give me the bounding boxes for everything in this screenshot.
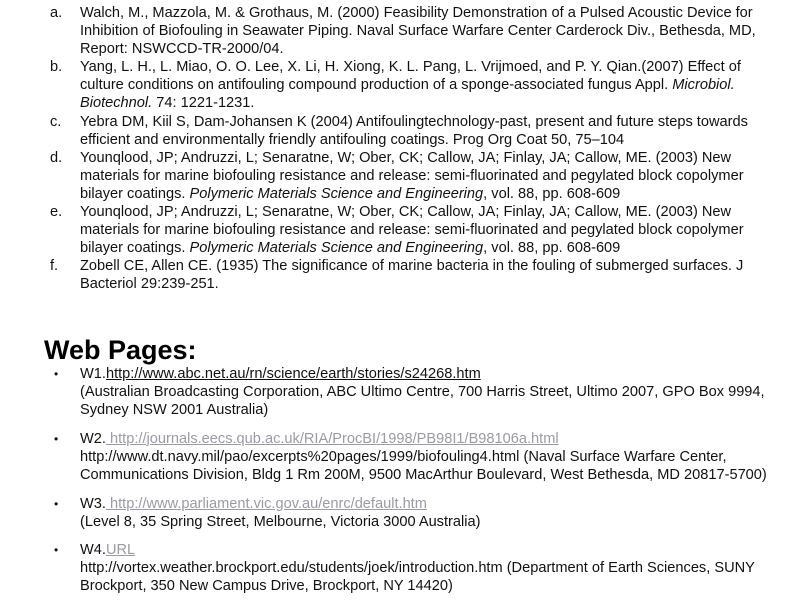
web-page-link[interactable]: http://journals.eecs.qub.ac.uk/RIA/ProcBI/1998/PB98I1/B98106a.html [105,430,559,447]
web-page-link[interactable]: URL [105,542,136,559]
web-page-item [50,541,770,595]
bullet-icon: • [54,367,59,381]
reference-text: Yebra DM, Kiil S, Dam-Johansen K (2004) Antifoulingtechnology-past, present and future steps towards efficient and environmentally friendly antifouling coatings. Prog Org Coat 50, 75–104 [80,113,748,148]
journal-name: Polymeric Materials Science and Engineering [189,185,484,202]
reference-marker: e. [50,204,63,221]
reference-text: Walch, M., Mazzola, M. & Grothaus, M. (2000) Feasibility Demonstration of a Pulsed Acoustic Device for Inhibition of Biofouling in Seawater Piping. Naval Surface Warfare Center Carderock Div., Bethesda, MD, Report: NSWCCD-TR-2000/04. [80,5,756,58]
web-page-details: http://www.dt.navy.mil/pao/excerpts%20pages/1999/biofouling4.html (Naval Surface Warfare Center, Communications Division, Bldg 1 Rm 200M, 9500 MacArthur Boulevard, West Bethesda, MD 20817-5700) [80,448,767,483]
reference-marker: d. [50,149,63,166]
reference-text-end: , vol. 88, pp. 608-609 [483,240,621,257]
web-page-item [50,430,770,484]
reference-marker: f. [50,258,59,275]
reference-item [50,113,770,149]
web-page-item [50,365,770,419]
bullet-icon: • [54,543,59,558]
reference-text: Zobell CE, Allen CE. (1935) The significance of marine bacteria in the fouling of submerged surfaces. J Bacteriol 29:239-251. [80,258,744,293]
reference-item [50,4,770,58]
reference-marker: c. [50,113,62,130]
web-page-details: (Australian Broadcasting Corporation, ABC Ultimo Centre, 700 Harris Street, Ultimo 2007, GPO Box 9994, Sydney NSW 2001 Australia) [80,384,765,419]
web-page-item [50,495,770,531]
journal-name: Polymeric Materials Science and Engineering [189,240,484,257]
reference-text-end: , vol. 88, pp. 608-609 [483,185,621,202]
reference-text: Younqlood, JP; Andruzzi, L; Senaratne, W; Ober, CK; Callow, JA; Finlay, JA; Callow, ME. (2003) New materials for marine biofouling resistance and release: semi-fluorinated and pegylated block copolymer bilayer coatings. [80,149,744,202]
web-page-details: http://vortex.weather.brockport.edu/students/joek/introduction.htm (Department of Earth Sciences, SUNY Brockport, 350 New Campus Drive, Brockport, NY 14420) [80,560,755,595]
web-page-label: W2. [80,430,106,447]
web-page-label: W1. [80,366,106,382]
reference-text: Yang, L. H., L. Miao, O. O. Lee, X. Li, H. Xiong, K. L. Pang, L. Vrijmoed, and P. Y. Qian.(2007) Effect of culture conditions on antifouling compound production of a sponge-associated fungus Appl. [80,59,741,94]
web-page-label: W4. [80,542,106,559]
reference-text: Younqlood, JP; Andruzzi, L; Senaratne, W; Ober, CK; Callow, JA; Finlay, JA; Callow, ME. (2003) New materials for marine biofouling resistance and release: semi-fluorinated and pegylated block copolymer bilayer coatings. [80,204,744,257]
web-page-link[interactable]: http://www.abc.net.au/rn/science/earth/stories/s24268.htm [105,366,481,382]
reference-marker: b. [50,59,63,76]
reference-marker: a. [50,5,63,21]
web-pages-heading: Web Pages: [44,335,197,365]
journal-name: Microbiol. Biotechnol. [80,77,735,112]
reference-item [50,257,770,293]
reference-list [50,4,770,294]
reference-item [50,58,770,112]
reference-text-end: 74: 1221-1231. [152,95,255,112]
reference-item [50,203,770,257]
web-page-label: W3. [80,495,106,512]
web-page-details: (Level 8, 35 Spring Street, Melbourne, Victoria 3000 Australia) [80,513,481,530]
reference-item [50,149,770,203]
web-page-link[interactable]: http://www.parliament.vic.gov.au/enrc/default.htm [105,495,427,512]
web-pages-list [50,365,770,606]
bullet-icon: • [54,496,59,511]
bullet-icon: • [54,431,59,446]
